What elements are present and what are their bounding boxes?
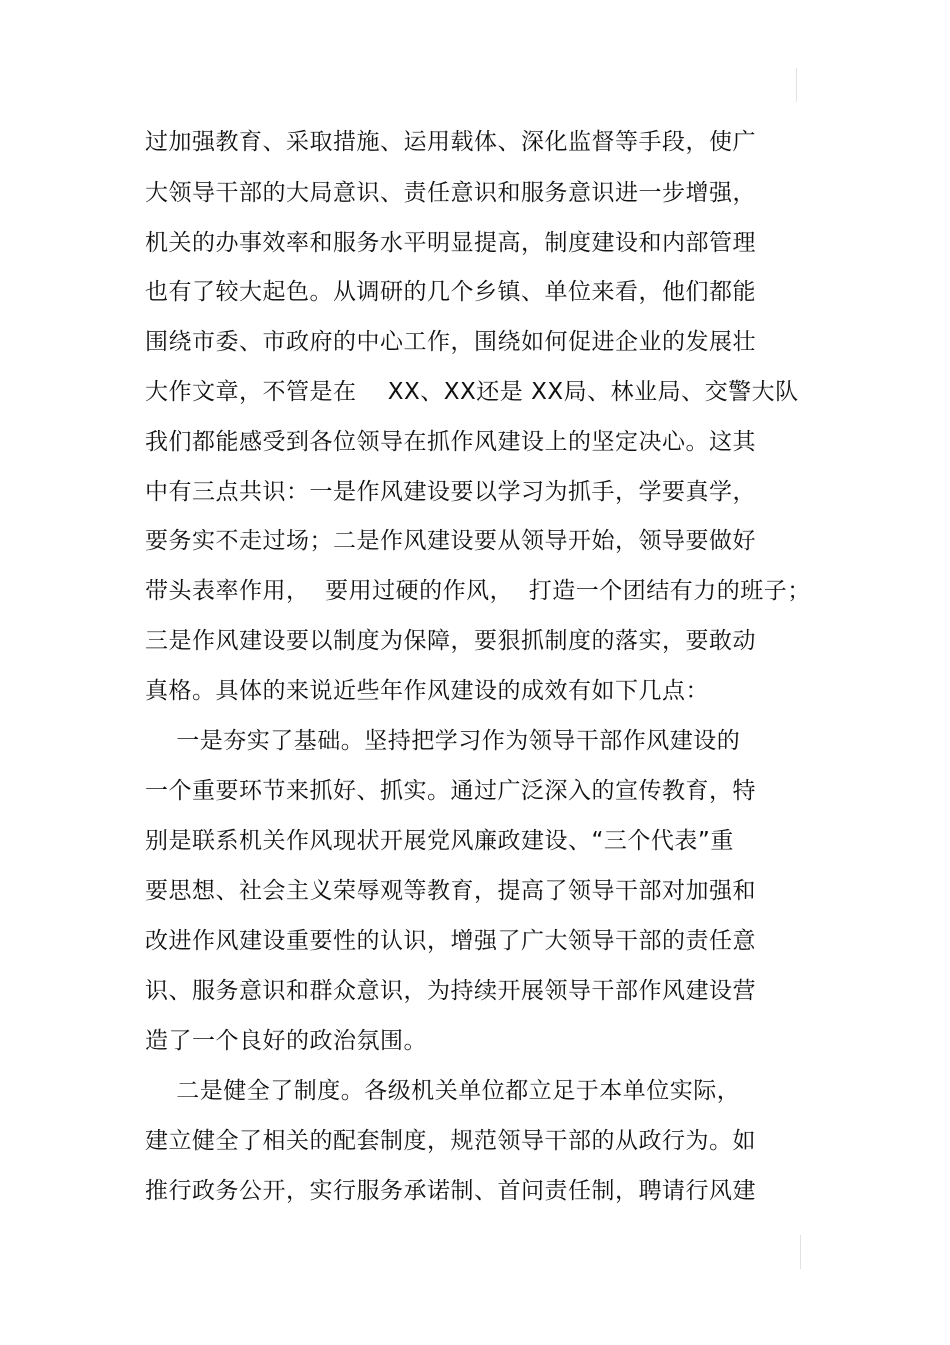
text-line: 三是作风建设要以制度为保障，要狠抓制度的落实，要敢动 <box>145 628 756 654</box>
text-line: 推行政务公开，实行服务承诺制、首问责任制，聘请行风建 <box>145 1178 756 1204</box>
text-line: 要务实不走过场；二是作风建设要从领导开始，领导要做好 <box>145 528 756 554</box>
text-line: 别是联系机关作风现状开展党风廉政建设、“三个代表”重 <box>145 828 734 854</box>
text-line: 大作文章，不管是在 XX、XX还是 XX局、林业局、交警大队 <box>145 379 799 405</box>
text-line: 我们都能感受到各位领导在抓作风建设上的坚定决心。这其 <box>145 429 756 455</box>
text-line: 真格。具体的来说近些年作风建设的成效有如下几点： <box>145 678 709 704</box>
text-line: 造了一个良好的政治氛围。 <box>145 1028 427 1054</box>
text-line: 改进作风建设重要性的认识，增强了广大领导干部的责任意 <box>145 928 756 954</box>
text-line: 要思想、社会主义荣辱观等教育，提高了领导干部对加强和 <box>145 878 756 904</box>
text-line: 一个重要环节来抓好、抓实。通过广泛深入的宣传教育，特 <box>145 778 756 804</box>
text-line: 也有了较大起色。从调研的几个乡镇、单位来看，他们都能 <box>145 279 756 305</box>
text-line: 识、服务意识和群众意识，为持续开展领导干部作风建设营 <box>145 978 756 1004</box>
text-line: 过加强教育、采取措施、运用载体、深化监督等手段，使广 <box>145 129 756 155</box>
text-line: 建立健全了相关的配套制度，规范领导干部的从政行为。如 <box>145 1128 756 1154</box>
text-line: 大领导干部的大局意识、责任意识和服务意识进一步增强， <box>145 180 756 206</box>
text-line: 中有三点共识：一是作风建设要以学习为抓手，学要真学， <box>145 479 756 505</box>
page-edge-mark-top <box>796 68 797 102</box>
text-line: 围绕市委、市政府的中心工作，围绕如何促进企业的发展壮 <box>145 329 756 355</box>
text-line: 机关的办事效率和服务水平明显提高，制度建设和内部管理 <box>145 230 756 256</box>
text-line: 带头表率作用， 要用过硬的作风， 打造一个团结有力的班子； <box>145 578 811 604</box>
paragraph-start-line: 一是夯实了基础。坚持把学习作为领导干部作风建设的 <box>145 728 741 754</box>
paragraph-start-line: 二是健全了制度。各级机关单位都立足于本单位实际， <box>145 1078 741 1104</box>
page-edge-mark-bottom <box>800 1235 801 1269</box>
